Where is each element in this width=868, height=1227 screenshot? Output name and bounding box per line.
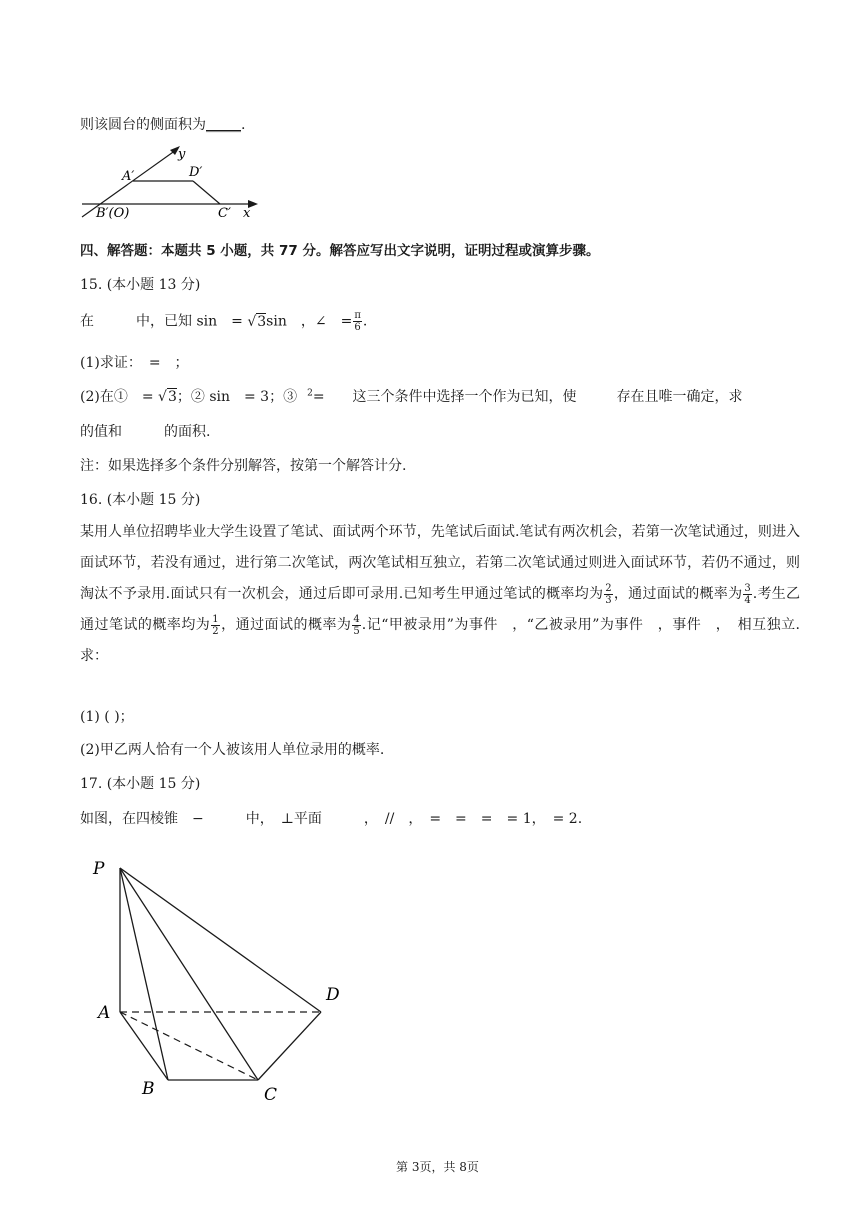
- q15-note: 注：如果选择多个条件分别解答，按第一个解答计分.: [80, 458, 407, 474]
- q16-part1: (1) ( )；: [80, 709, 134, 725]
- label-a-prime: A′: [122, 169, 135, 184]
- q15-stem: 在 中，已知 sin = √3sin ，∠ = $\frac{\pi}{6}$ .: [80, 310, 368, 333]
- page-footer: 第 3页，共 8页: [396, 1160, 479, 1174]
- section-heading: 四、解答题：本题共 5 小题，共 77 分。解答应写出文字说明，证明过程或演算步骤。: [80, 243, 600, 259]
- sqrt-symbol: √3: [247, 313, 267, 330]
- q16-stem: 某用人单位招聘毕业大学生设置了笔试、面试两个环节，先笔试后面试.笔试有两次机会，若第一次笔试通过，则进入面试环节，若没有通过，进行第二次笔试，两次笔试相互独立，若第二次笔试通过则进入面试环节，若仍不通过，则淘汰不予录用.面试只有一次机会，通过后即可录用.已知考生甲通过笔试的概率均为 $\frac{2}{3}$ ，通过面试的概率为 $\frac{3}{4}$ .考生乙通过笔试的概率均为 $\frac{1}{2}$ ，通过面试的概率为 $\frac{4}{5}$ .记“甲被录用”为事件 ，“乙被录用”为事件 ，事件 ， 相互独立.求：: [80, 524, 801, 664]
- label-y: y: [178, 147, 186, 162]
- vertex-label-a: A: [98, 1003, 111, 1023]
- hidden-edge-a-c: [120, 1012, 258, 1080]
- edge-p-c: [120, 868, 258, 1080]
- q17-title: 17. (本小题 15 分): [80, 776, 201, 792]
- q15-title: 15. (本小题 13 分): [80, 277, 201, 293]
- fraction-pi-over-6: $\frac{\pi}{6}$: [354, 310, 361, 333]
- pyramid-figure: [88, 852, 358, 1107]
- edge-p-b: [120, 868, 168, 1080]
- vertex-label-b: B: [142, 1079, 155, 1099]
- edge-p-d: [120, 868, 321, 1012]
- q16-title: 16. (本小题 15 分): [80, 492, 201, 508]
- edge-c-d: [258, 1012, 321, 1080]
- label-c-prime: C′: [218, 206, 231, 221]
- label-b-prime-o: B′(O): [96, 206, 130, 221]
- label-x: x: [243, 206, 251, 221]
- fraction-1-2: $\frac{1}{2}$: [212, 613, 219, 637]
- label-d-prime: D′: [189, 165, 203, 180]
- q15-part1: (1)求证： = ；: [80, 355, 189, 371]
- edge-d-c: [193, 181, 220, 204]
- q17-stem: 如图，在四棱锥 − 中， ⊥平面 ， // ， = = = = 1， = 2.: [80, 811, 583, 827]
- frustum-projection-figure: [76, 142, 276, 224]
- vertex-label-p: P: [93, 859, 105, 879]
- q16-part2: (2)甲乙两人恰有一个人被该用人单位录用的概率.: [80, 742, 385, 758]
- prev-question-line: 则该圆台的侧面积为_____.: [80, 117, 246, 133]
- q15-part2: (2)在① = √3；② sin = 3；③ $^2$= 这三个条件中选择一个作为已知，使 存在且唯一确定，求: [80, 388, 743, 405]
- answer-blank: _____: [206, 117, 241, 133]
- fraction-3-4: $\frac{3}{4}$: [744, 582, 751, 606]
- vertex-label-d: D: [326, 985, 340, 1005]
- vertex-label-c: C: [264, 1085, 278, 1105]
- q15-part2-line2: 的值和 的面积.: [80, 424, 211, 440]
- fraction-2-3: $\frac{2}{3}$: [605, 582, 612, 606]
- fraction-4-5: $\frac{4}{5}$: [353, 613, 360, 637]
- prev-question-text: 则该圆台的侧面积为: [80, 117, 206, 133]
